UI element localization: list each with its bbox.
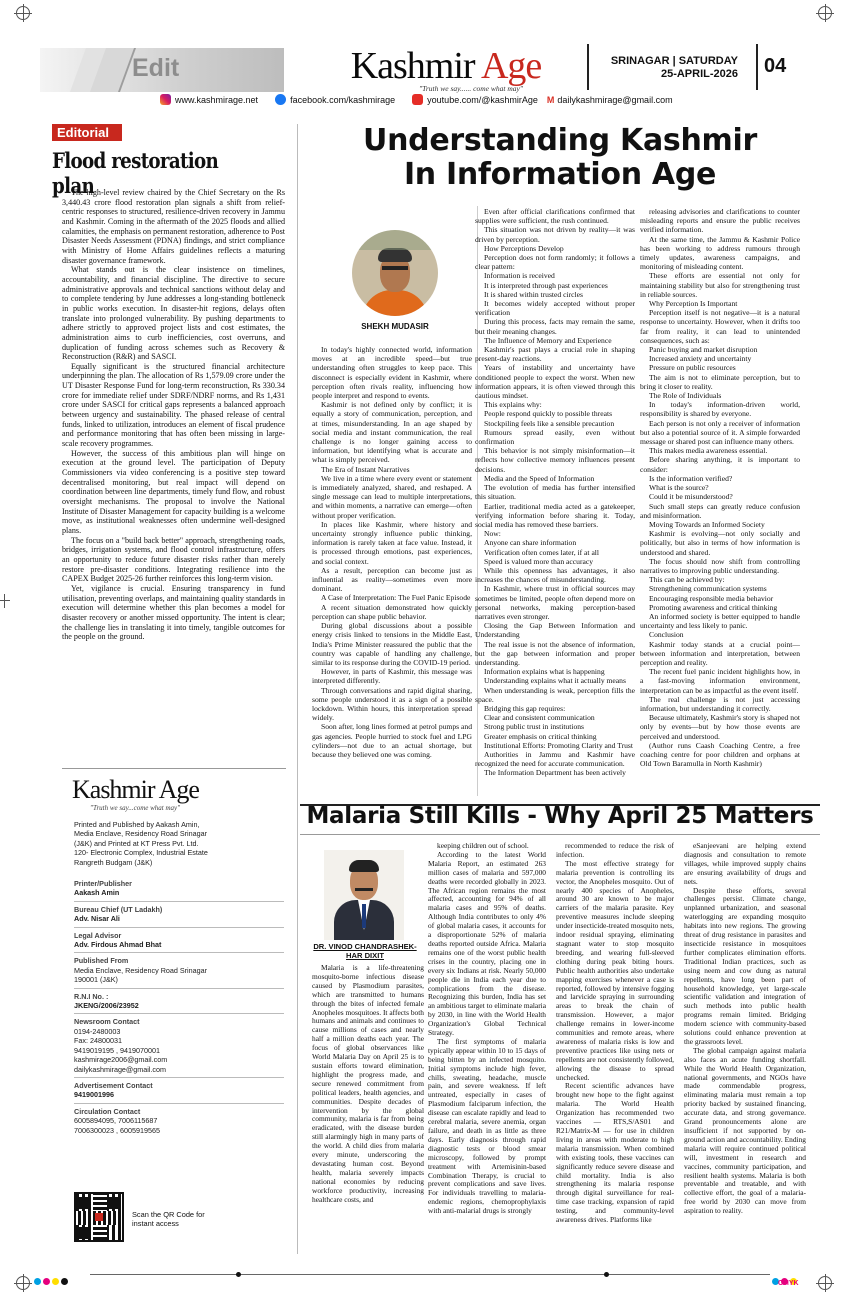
imprint-line: Media Enclave, Residency Road Srinagar <box>74 829 208 839</box>
imprint-block-line: kashmirage2006@gmail.com <box>74 1055 168 1065</box>
article1-paragraph: Panic buying and market disruption <box>649 345 758 355</box>
imprint-block-line: 9419001996 <box>74 1090 114 1100</box>
youtube-link[interactable]: youtube.com/@kashmirAge <box>427 95 538 105</box>
article1-paragraph: (Author runs Caash Coaching Centre, a free coaching centre for poor children and orphans at Old Town Baramulla in North Kashmir) <box>640 740 800 769</box>
date-block <box>598 55 738 81</box>
cmyk-label: CMYK <box>778 1280 799 1287</box>
imprint-block-head: Legal Advisor <box>74 930 122 940</box>
article1-col2 <box>475 207 635 793</box>
editorial-paragraph: What stands out is the clear insistence on timelines, accountability, and financial discipline. The directive to secure administrative approvals and technical sanctions without delay and to complete tendering by June addresses a long-standing bottleneck in public works execution. In disaster-hit regions, delays often translate into prolonged vulnerability. By pushing departments to adhere strictly to approved project lists and cost estimates, the administration aims to curb inefficiencies, cost overruns, and duplication of funding across schemes such as Recovery & Reconstruction (R&R) and SASCI. <box>62 265 285 362</box>
article1-paragraph: The evolution of media has further intensified this situation. <box>475 483 635 502</box>
article2-paragraph: According to the latest World Malaria Report, an estimated 263 million cases of malaria and 597,000 deaths were recorded globally in 2023. The African region remains the most affected, accounting for 94% of all malaria cases and 95% of deaths. Although India contributes to only 4% of global malaria cases, it accounts for a disproportionate 52% of malaria deaths reported outside Africa. Malaria remains one of the worst public health crises in the country, placing one in every six Indians at risk. Nearly 50,000 people die in India each year due to complications from the disease. Recognizing this burden, India has set an ambitious target to eliminate malaria by 2030, in line with the World Health Organization's Global Technical Strategy. <box>428 849 546 1038</box>
article1-paragraph: While this openness has advantages, it also increases the chances of misunderstanding. <box>475 565 635 585</box>
article1-paragraph: Kashmir's past plays a crucial role in shaping present-day reactions. <box>475 345 635 364</box>
registration-mark <box>818 1276 832 1290</box>
imprint-line: Printed and Published by Aakash Amin, <box>74 820 200 829</box>
article1-paragraph: People respond quickly to possible threats <box>484 409 613 419</box>
editorial-body <box>62 188 285 766</box>
article2-paragraph: recommended to reduce the risk of infection. <box>556 842 674 859</box>
author-photo <box>324 850 404 940</box>
crop-mark <box>4 594 5 608</box>
article1-paragraph: In today's information-driven world, responsibility is shared by everyone. <box>640 400 800 419</box>
article1-paragraph: This behavior is not simply misinformation—it reflects how collective memory influences present decisions. <box>475 446 635 474</box>
editorial-paragraph: Equally significant is the structured financial architecture underpinning the plan. The allocation of Rs 1,579.09 crore under the UT Disaster Response Fund for long-term reconstruction, Rs 330.34 crore for immediate relief under SDRF/NDRF norms, and Rs 1,431 crore under SASCI for critical gaps represents a balanced approach between urgency and sustainability. The phased release of central funds, linked to utilization, introduces an element of fiscal prudence and performance monitoring that has often been missing in large-scale recovery programmes. <box>62 361 285 449</box>
imprint-block-head: Newsroom Contact <box>74 1017 140 1027</box>
imprint-block <box>74 988 284 1014</box>
registration-mark <box>16 6 30 20</box>
color-bar-left <box>34 1272 70 1290</box>
facebook-icon <box>275 94 286 105</box>
section-label: Edit <box>132 54 180 82</box>
article1-paragraph: Information is received <box>484 271 555 281</box>
article1-paragraph: Kashmir is evolving—not only socially and politically, but also in terms of how information is understood and shared. <box>640 529 800 557</box>
article1-paragraph: Kashmir is not defined only by conflict; it is equally a story of communication, perception, and at times, misunderstanding. In an age shaped by social media and instant communication, the real challenge is no longer gaining access to information, but identifying what is accurate and what is simply perceived. <box>312 400 472 465</box>
imprint-block-head: Circulation Contact <box>74 1106 141 1116</box>
article1-col3 <box>640 207 800 793</box>
article1-paragraph: The Role of Individuals <box>649 391 722 401</box>
article1-paragraph: The Information Department has been actively <box>484 768 626 778</box>
article1-paragraph: Institutional Efforts: Promoting Clarity and Trust <box>484 740 633 750</box>
article2-author: DR. VINOD CHANDRASHEK- HAR DIXIT <box>313 942 417 960</box>
imprint-logo: Kashmir Age <box>72 775 199 804</box>
article1-paragraph: The real challenge is not just accessing information, but understanding it correctly. <box>640 694 800 713</box>
article1-paragraph: Promoting awareness and critical thinking <box>649 602 778 612</box>
edit-banner <box>40 48 284 92</box>
page-number: 04 <box>764 55 787 77</box>
article1-paragraph: This explains why: <box>484 400 542 410</box>
imprint-block-line: Adv. Nisar Ali <box>74 914 120 924</box>
issue-date: 25-APRIL-2026 <box>660 68 738 80</box>
article2-title: Malaria Still Kills - Why April 25 Matters <box>306 803 814 829</box>
article1-paragraph: releasing advisories and clarifications to counter misleading reports and ensure the public receives verified information. <box>640 207 800 235</box>
article1-paragraph: Kashmir today stands at a crucial point—between information and interpretation, between perception and reality. <box>640 639 800 667</box>
contact-bar <box>160 93 700 109</box>
imprint-block-head: Advertisement Contact <box>74 1080 153 1090</box>
imprint-line: (J&K) and Printed at KT Press Pvt. Ltd. <box>74 838 199 848</box>
article1-author: SHEKH MUDASIR <box>361 322 429 331</box>
article1-paragraph: Conclusion <box>649 630 684 640</box>
article1-paragraph: Such small steps can greatly reduce confusion and misinformation. <box>640 501 800 520</box>
place-day: SRINAGAR | SATURDAY <box>610 55 738 67</box>
article1-paragraph: Could it be misunderstood? <box>649 492 733 502</box>
article2-paragraph: The global campaign against malaria also faces an acute funding shortfall. While the World Health Organization, national governments, and NGOs have made commendable progress, eliminating malaria must remain a top priority backed by sustained financing, accurate data, and strong governance. Grand pronouncements alone are insufficient if not supported by on-ground action and accountability. Ending malaria will require continued political will, investment in research and vaccines, community participation, and resilient health systems. Malaria is both preventable and treatable, and with collective effort, the goal of a malaria-free world by 2030 can move from aspiration to reality. <box>684 1045 806 1216</box>
article1-paragraph: Verification often comes later, if at all <box>484 547 600 557</box>
article1-paragraph: However, in parts of Kashmir, this message was interpreted differently. <box>312 667 472 686</box>
imprint-block <box>74 901 284 927</box>
article1-paragraph: Anyone can share information <box>484 538 577 548</box>
article2-col2 <box>428 842 546 1256</box>
imprint-block-head: Published From <box>74 956 129 966</box>
masthead-tagline: "Truth we say...... come what may" <box>418 84 523 93</box>
article1-paragraph: An informed society is better equipped to handle uncertainty and less likely to panic. <box>640 611 800 631</box>
article1-paragraph: Perception itself is not negative—it is a natural response to uncertainty. However, when it drifts too far from reality, it can lead to unintended consequences, such as: <box>640 308 800 345</box>
article1-paragraph: Moving Towards an Informed Society <box>649 519 765 529</box>
article1-paragraph: A recent situation demonstrated how quickly perception can shape public behavior. <box>312 602 472 621</box>
article1-paragraph: The recent fuel panic incident highlights how, in a fast-moving information environment, interpretation can be as impactful as the event itself. <box>640 667 800 695</box>
imprint-block-line: 9419019195 , 9419070001 <box>74 1045 160 1055</box>
article1-paragraph: It becomes widely accepted without proper verification <box>475 299 635 318</box>
article1-paragraph: Now: <box>484 529 501 539</box>
article1-paragraph: Closing the Gap Between Information and Understanding <box>475 621 635 640</box>
imprint <box>72 776 282 812</box>
imprint-block <box>74 1013 284 1076</box>
registration-mark <box>16 1276 30 1290</box>
article1-title: Understanding Kashmir In Information Age <box>363 123 757 192</box>
imprint-block-line: Aakash Amin <box>74 888 120 898</box>
imprint-block <box>74 1077 284 1103</box>
editorial-tag: Editorial <box>52 124 122 141</box>
imprint-publisher <box>74 820 284 867</box>
article2-paragraph: Malaria is a life-threatening mosquito-borne infectious disease caused by Plasmodium parasites, which are transmitted to humans through the bites of infected female Anopheles mosquitoes. It affects both humans and animals and continues to cause millions of cases and nearly half a million deaths each year. The focus of global observances like World Malaria Day on April 25 is to sustain efforts toward elimination, highlight the progress made, and secure renewed commitment from political leaders, health agencies, and communities. Despite decades of intervention by the global community, malaria is far from being eradicated, with the disease burden still alarmingly high in many parts of the world. A child dies from malaria every minute, underscoring the devastating human cost. Beyond health, malaria severely impacts national economies by reducing workforce productivity, increasing healthcare costs, and <box>312 964 424 1204</box>
imprint-block-head: R.N.I No. : <box>74 991 109 1001</box>
article1-paragraph: Bridging this gap requires: <box>484 703 566 713</box>
article2-paragraph: The first symptoms of malaria typically appear within 10 to 15 days of being bitten by an infected mosquito. Initial symptoms include high fever, chills, sweating, headache, muscle pain, and severe weakness. If left untreated, especially in cases of Plasmodium falciparum infection, the disease can escalate rapidly and lead to cerebral malaria, severe anemia, organ failure, and death in as little as three days. Early diagnosis through rapid diagnostic tests or blood smear microscopy, followed by prompt treatment with Artemisinin-based Combination Therapy, is crucial to prevent complications and save lives. For individuals travelling to malaria-endemic regions, chemoprophylaxis with anti-malarial drugs is strongly <box>428 1036 546 1216</box>
article1-paragraph: Strong public trust in institutions <box>484 722 584 732</box>
editorial-paragraph: The focus on a "build back better" approach, strengthening roads, bridges, irrigation systems, and flood control infrastructure, offers an opportunity to reduce future disaster risks rather than merely restore pre-disaster conditions. Integrating resilience into the CAPEX Budget 2025-26 further reinforces this long-term vision. <box>62 535 285 584</box>
crop-mark <box>0 600 10 601</box>
article2-paragraph: eSanjeevani are helping extend diagnosis and consultation to remote villages, while improved supply chains are ensuring availability of drugs and nets. <box>684 842 806 886</box>
article1-paragraph: Years of instability and uncertainty have conditioned people to expect the worst. When new information appears, it is often viewed through this cautious mindset. <box>475 363 635 401</box>
article1-paragraph: During global discussions about a possible energy crisis linked to tensions in the Middle East, India's Prime Minister reassured the public that the country was capable of handling any challenge, similar to its response during the COVID-19 period. <box>312 621 472 667</box>
editorial-paragraph: The high-level review chaired by the Chief Secretary on the Rs 3,440.43 crore flood restoration plan signals a shift from relief-centric responses to structured, resilience-driven recovery in Jammu and Kashmir. Coming in the aftermath of the 2025 floods and allied calamities, the emphasis on permanent restoration, adherence to Post Disaster Needs Assessment (PDNA) findings, and strict compliance with Ministry of Home Affairs guidelines reflects a maturing disaster governance framework. <box>62 188 285 265</box>
imprint-block-line: 190001 (J&K) <box>74 975 118 985</box>
article1-paragraph: We live in a time where every event or statement is immediately analyzed, shared, and reshaped. A single message can lead to multiple interpretations, and within moments, a narrative can emerge—often without proper verification. <box>312 473 472 520</box>
article1-paragraph: Stockpiling feels like a sensible precaution <box>484 418 615 428</box>
article1-paragraph: The aim is not to eliminate perception, but to bring it closer to reality. <box>640 372 800 391</box>
article1-paragraph: As a result, perception can become just as influential as reality—sometimes even more dominant. <box>312 565 472 594</box>
article1-col1 <box>312 345 472 793</box>
article1-paragraph: Rumours spread easily, even without confirmation <box>475 427 635 447</box>
gmail-icon: M <box>546 95 555 105</box>
article1-paragraph: This makes media awareness essential. <box>649 446 768 456</box>
article1-paragraph: Understanding explains what it actually means <box>484 676 626 686</box>
article1-paragraph: Earlier, traditional media acted as a gatekeeper, verifying information before sharing it. Today, social media has removed these barriers. <box>475 501 635 529</box>
article1-paragraph: It is shared within trusted circles <box>484 289 583 299</box>
imprint-block <box>74 876 284 901</box>
article1-paragraph: This can be achieved by: <box>649 575 725 585</box>
article1-paragraph: Through conversations and rapid digital sharing, some people understood it as a sign of a possible lockdown. Within hours, this interpretation spread widely. <box>312 685 472 723</box>
email-link[interactable]: dailykashmirage@gmail.com <box>557 95 673 105</box>
imprint-block-head: Bureau Chief (UT Ladakh) <box>74 904 163 914</box>
article2-paragraph: Despite these efforts, several challenges persist. Climate change, unplanned urbanization, and seasonal waterlogging are expanding mosquito habitats into new regions. The growing threat of drug resistance in parasites and insecticide resistance in mosquitoes further complicates elimination efforts. Traditional Indian practices, such as using neem and cow dung as natural repellents, have long been part of household knowledge, yet large-scale scientific validation and integration of such methods into public health programs remain limited. Bridging modern science with community-based solutions could enhance prevention at the grassroots level. <box>684 885 806 1046</box>
article1-paragraph: Greater emphasis on critical thinking <box>484 731 597 741</box>
article1-paragraph: Clear and consistent communication <box>484 713 595 723</box>
imprint-block-line: 6005894095, 7006115687 <box>74 1116 158 1126</box>
article1-paragraph: Information explains what is happening <box>484 667 605 677</box>
article1-paragraph: This situation was not driven by reality—it was driven by perception. <box>475 225 635 244</box>
facebook-link[interactable]: facebook.com/kashmirage <box>290 95 396 105</box>
article1-paragraph: When understanding is weak, perception fills the space. <box>475 685 635 704</box>
article1-paragraph: Is the information verified? <box>649 473 733 483</box>
article1-paragraph: Even after official clarifications confirmed that supplies were sufficient, the rush continued. <box>475 207 635 226</box>
imprint-block-line: Fax: 24800031 <box>74 1036 122 1046</box>
article1-paragraph: Authorities in Jammu and Kashmir have recognized the need for accurate communication. <box>475 749 635 769</box>
article1-paragraph: Perception does not form randomly; it follows a clear pattern: <box>475 253 635 272</box>
article1-paragraph: In places like Kashmir, where history and uncertainty strongly influence public thinking, information is rarely taken at face value. Instead, it is processed through emotions, past experiences, and social context. <box>312 519 472 566</box>
article1-paragraph: Speed is valued more than accuracy <box>484 556 594 566</box>
youtube-icon <box>412 94 423 105</box>
imprint-block-head: Printer/Publisher <box>74 879 132 888</box>
imprint-block-line: Adv. Firdous Ahmad Bhat <box>74 940 162 950</box>
qr-caption: Scan the QR Code for instant access <box>132 1210 205 1228</box>
masthead: Kashmir Age "Truth we say...... come what may" <box>346 46 546 98</box>
article1-paragraph: Pressure on public resources <box>649 363 736 373</box>
instagram-icon <box>160 94 171 105</box>
imprint-details <box>74 876 284 1138</box>
article1-paragraph: How Perceptions Develop <box>484 243 564 253</box>
article1-paragraph: Encouraging responsible media behavior <box>649 593 774 603</box>
article1-paragraph: These efforts are essential not only for maintaining stability but also for strengthening trust in reliable sources. <box>640 271 800 299</box>
imprint-line: 120- Electronic Complex, Industrial Estate <box>74 848 208 858</box>
article2-col4 <box>684 842 806 1256</box>
imprint-block-line: Media Enclave, Residency Road Srinagar <box>74 965 208 975</box>
article1-paragraph: In Kashmir, where trust in official sources may sometimes be limited, people often depend more on personal networks, making perception-based narratives even stronger. <box>475 584 635 621</box>
imprint-block <box>74 927 284 953</box>
imprint-block <box>74 1103 284 1138</box>
imprint-block <box>74 952 284 987</box>
article2-paragraph: keeping children out of school. <box>437 842 529 850</box>
article1-paragraph: The Influence of Memory and Experience <box>484 335 612 345</box>
imprint-block-line: JKENG/2006/23952 <box>74 1001 139 1011</box>
article1-paragraph: What is the source? <box>649 483 709 493</box>
article1-paragraph: The real issue is not the absence of information, but the gap between information and proper understanding. <box>475 639 635 667</box>
imprint-block-line: 0194-2480003 <box>74 1026 121 1036</box>
article1-paragraph: At the same time, the Jammu & Kashmir Police has been working to address rumours through timely updates, awareness campaigns, and monitoring of misleading content. <box>640 234 800 272</box>
article1-paragraph: In today's highly connected world, information moves at an incredible speed—but true understanding often struggles to keep pace. This disconnect is especially evident in Kashmir, where perception often rivals reality, influencing how people interpret and respond to events. <box>312 345 472 401</box>
article1-paragraph: Why Perception Is Important <box>649 299 738 309</box>
article2-col3 <box>556 842 674 1256</box>
imprint-block-line: dailykashmirage@gmail.com <box>74 1064 166 1074</box>
article1-paragraph: The focus should now shift from controlling narratives to improving public understanding. <box>640 556 800 575</box>
website-link[interactable]: www.kashmirage.net <box>175 95 259 105</box>
qr-code[interactable] <box>74 1192 124 1242</box>
article1-paragraph: Soon after, long lines formed at petrol pumps and gas agencies. People hurried to stock fuel and LPG cylinders—not due to an actual shortage, but because they believed one was coming. <box>312 722 472 759</box>
editorial-paragraph: Yet, vigilance is crucial. Ensuring transparency in fund utilisation, preventing overlaps, and maintaining quality standards in execution will determine whether this plan becomes a model for disaster recovery or another missed opportunity. The intent is clear; the challenge lies in translating it into timely, tangible outcomes for the people on the ground. <box>62 583 285 642</box>
imprint-tagline: "Truth we say...come what may" <box>90 804 181 812</box>
article2-col1 <box>312 964 424 1256</box>
article1-paragraph: Strengthening communication systems <box>649 584 767 594</box>
article1-paragraph: Before sharing anything, it is important to consider: <box>640 455 800 474</box>
article1-paragraph: The Era of Instant Narratives <box>321 464 410 474</box>
editorial-title: Flood restoration plan <box>52 148 219 198</box>
article1-paragraph: Media and the Speed of Information <box>484 473 595 483</box>
article1-paragraph: A Case of Interpretation: The Fuel Panic Episode <box>321 593 471 603</box>
article2-paragraph: Recent scientific advances have brought new hope to the fight against malaria. The World Health Organization has recommended two vaccines — RTS,S/AS01 and R21/Matrix-M — for use in children living in areas with moderate to high malaria transmission. When combined with existing tools, these vaccines can significantly reduce severe disease and child mortality. India is also strengthening its malaria response through digital surveillance for real-time case tracking, expansion of rapid testing, and community-level awareness drives. Platforms like <box>556 1081 674 1225</box>
article1-paragraph: During this process, facts may remain the same, but their meaning changes. <box>475 317 635 336</box>
article2-paragraph: The most effective strategy for malaria prevention is controlling its vector, the Anopheles mosquito. Out of nearly 400 species of Anopheles, around 30 are known to be major carriers of the malaria parasite. Key preventive measures include sleeping under insecticide-treated mosquito nets, indoor residual spraying, eliminating stagnant water to stop mosquito breeding, and wearing full-sleeved clothing during peak biting hours. Public health authorities also undertake mapping exercises whenever a case is reported, followed by intensive fogging and larvicide spraying in surrounding areas to break the chain of transmission. However, a major challenge remains in lower-income communities and remote areas, where awareness of malaria risks is low and preventive practices like using nets or repellents are not consistently followed, allowing the disease to spread unchecked. <box>556 858 674 1082</box>
article1-paragraph: It is interpreted through past experiences <box>484 280 608 290</box>
article1-paragraph: Increased anxiety and uncertainty <box>649 354 752 364</box>
imprint-block-line: 7006300023 , 6005919565 <box>74 1125 160 1135</box>
editorial-paragraph: However, the success of this ambitious plan will hinge on execution at the ground level. The participation of Deputy Commissioners via video conferencing is a positive step toward decentralised monitoring, but real impact will depend on coordination between line departments, timely fund flow, and robust oversight mechanisms. The proposal to involve the National Institute of Disaster Management for capacity building is a welcome move, as institutional weaknesses often undermine well-designed plans. <box>62 448 285 535</box>
article1-paragraph: Because ultimately, Kashmir's story is shaped not only by events—but by how those events are perceived and understood. <box>640 713 800 741</box>
author-photo <box>352 230 438 316</box>
imprint-line: Rangreth Budgam (J&K) <box>74 857 153 867</box>
registration-mark <box>818 6 832 20</box>
article1-paragraph: Each person is not only a receiver of information but also a potential source of it. A simple forwarded message or shared post can influence many others. <box>640 418 800 447</box>
